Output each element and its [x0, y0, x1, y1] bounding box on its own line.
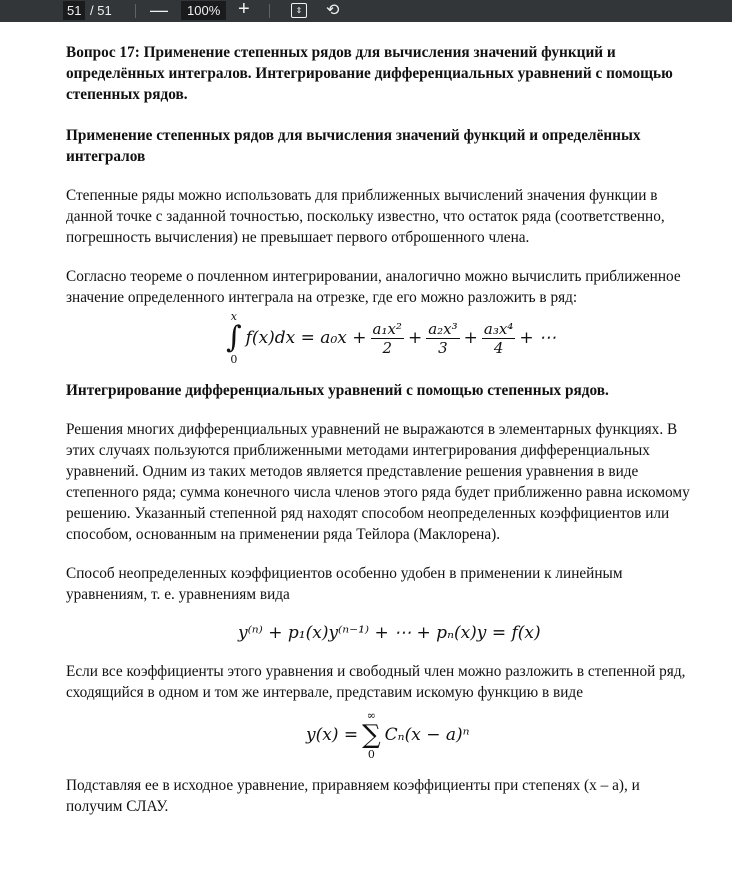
- paragraph-2: Согласно теореме о почленном интегрировании, аналогично можно вычислить приближенное значение определенного интеграла на отрезке, где его можно разложить в ряд:: [66, 268, 681, 306]
- page-number-input[interactable]: 51: [63, 1, 85, 20]
- question-title: Вопрос 17: Применение степенных рядов для вычисления значений функций и определённых интегралов. Интегрирование дифференциальных уравнений с помощью степенных рядов.: [66, 44, 673, 103]
- integral-limits: x ∫ 0: [226, 310, 242, 366]
- zoom-level-input[interactable]: 100%: [181, 1, 226, 20]
- rotate-icon[interactable]: ⟲: [326, 2, 340, 19]
- divider: [269, 4, 270, 18]
- zoom-in-button[interactable]: +: [238, 0, 250, 20]
- zoom-out-button[interactable]: —: [150, 0, 168, 20]
- pdf-toolbar: [0, 0, 732, 22]
- paragraph-5: Если все коэффициенты этого уравнения и свободный член можно разложить в степенной ряд, сходящийся в одном и том же интервале, представим искомую функцию в виде: [66, 663, 686, 701]
- paragraph-6: Подставляя ее в исходное уравнение, приравняем коэффициенты при степенях (x – a), и получим СЛАУ.: [66, 777, 640, 815]
- fit-page-icon[interactable]: ⇕: [291, 3, 307, 18]
- divider: [135, 4, 136, 18]
- linear-ode-formula: y⁽ⁿ⁾ + p₁(x)y⁽ⁿ⁻¹⁾ + ⋯ + pₙ(x)y = f(x): [238, 623, 541, 643]
- total-pages: / 51: [90, 3, 112, 18]
- paragraph-3: Решения многих дифференциальных уравнений не выражаются в элементарных функциях. В этих случаях пользуются приближенными методами интегрирования дифференциальных уравнений. Одним из таких методов является представление решения уравнения в виде степенного ряда; сумма конечного числа членов этого ряда будет приближенно равна искомому решению. Указанный степенной ряд находят способом неопределенных коэффициентов или способом, основанным на применении ряда Тейлора (Маклорена).: [66, 421, 690, 543]
- document-page: [0, 22, 732, 817]
- paragraph-4: Способ неопределенных коэффициентов особенно удобен в применении к линейным уравнениям, т. е. уравнениям вида: [66, 565, 623, 603]
- integral-sign: ∫: [226, 320, 242, 355]
- series-formula: y(x) = ∞ ∑ 0 Cₙ(x − a)ⁿ: [306, 709, 470, 761]
- section-heading-1: Применение степенных рядов для вычисления значений функций и определённых интегралов: [66, 127, 641, 165]
- integral-formula: x ∫ 0 f(x)dx = a₀x + $\frac{\text{a₁x²}}{2}$ + a₂x³ 3 + a₃x⁴ 4 + ⋯: [226, 310, 556, 366]
- section-heading-2: Интегрирование дифференциальных уравнений с помощью степенных рядов.: [66, 382, 609, 399]
- sum-sign: ∑: [362, 720, 381, 750]
- paragraph-1: Степенные ряды можно использовать для приближенных вычислений значения функции в данной точке с заданной точностью, поскольку известно, что остаток ряда (соответственно, погрешность вычисления) не превышает первого отброшенного члена.: [66, 187, 665, 246]
- sum-limits: ∞ ∑ 0: [362, 709, 381, 761]
